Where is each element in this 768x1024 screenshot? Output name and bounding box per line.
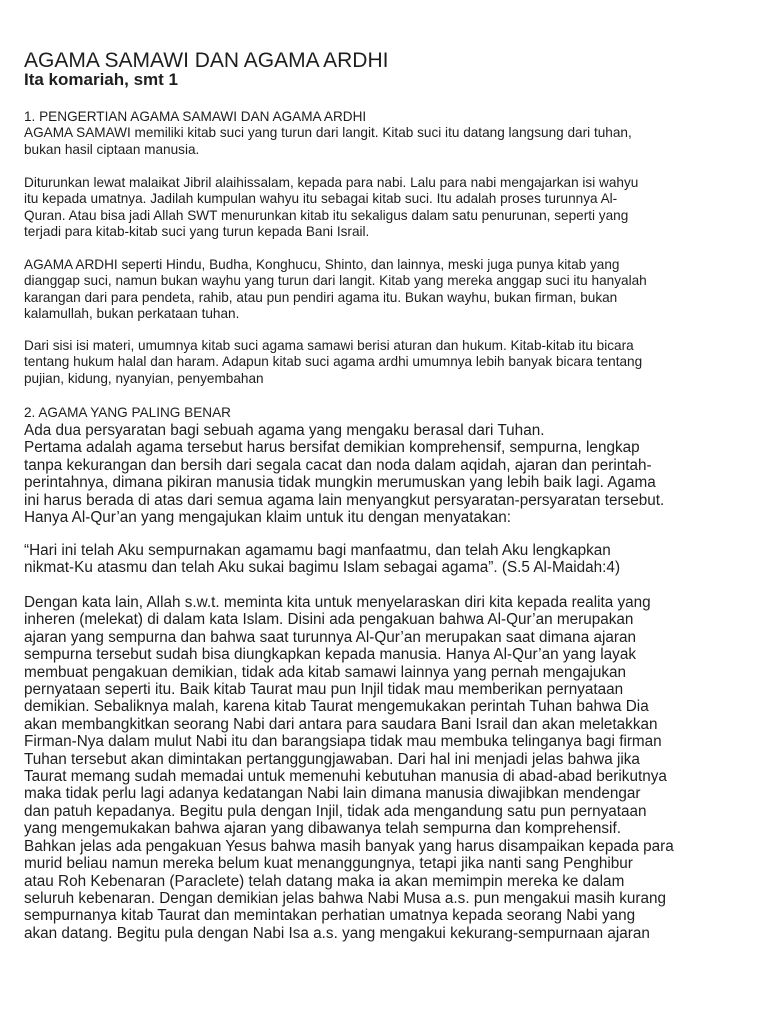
text-line: sempurnanya kitab Taurat dan memintakan perhatian umatnya kepada seorang Nabi yang — [24, 907, 636, 925]
text-line: Taurat memang sudah memadai untuk memenuhi kebutuhan manusia di abad-abad berikutnya — [24, 768, 667, 786]
text-line: inheren (melekat) di dalam kata Islam. Disini ada pengakuan bahwa Al-Qur’an merupakan — [24, 611, 634, 629]
paragraph — [24, 594, 674, 942]
text-line: nikmat-Ku atasmu dan telah Aku sukai bagimu Islam sebagai agama”. (S.5 Al-Maidah:4) — [24, 559, 621, 577]
text-line: “Hari ini telah Aku sempurnakan agamamu bagi manfaatmu, dan telah Aku lengkapkan — [24, 542, 611, 559]
text-line: 1. PENGERTIAN AGAMA SAMAWI DAN AGAMA ARDHI — [24, 109, 367, 124]
paragraph — [24, 542, 620, 577]
text-line: pernyataan seperti itu. Baik kitab Taurat mau pun Injil tidak mau memberikan pernyataan — [24, 681, 624, 699]
paragraph — [24, 109, 632, 158]
text-line: akan datang. Begitu pula dengan Nabi Isa a.s. yang mengakui kekurang-sempurnaan ajaran — [24, 924, 650, 942]
text-line: 2. AGAMA YANG PALING BENAR — [24, 405, 231, 420]
text-line: membuat pengakuan demikian, tidak ada kitab samawi lainnya yang pernah mengajukan — [24, 663, 627, 681]
text-line: AGAMA ARDHI seperti Hindu, Budha, Konghucu, Shinto, dan lainnya, meski juga punya kitab yang — [24, 257, 620, 272]
text-line: sempurna tersebut sudah bisa diungkapkan kepada manusia. Hanya Al-Qur’an yang layak — [24, 646, 636, 664]
text-line: Tuhan tersebut akan dimintakan pertanggungjawaban. Dari hal ini menjadi jelas bahwa jika — [24, 750, 640, 768]
text-line: Firman-Nya dalam mulut Nabi itu dan barangsiapa tidak mau membuka telinganya bagi firman — [24, 733, 662, 751]
text-line: demikian. Sebaliknya malah, karena kitab Taurat mengemukakan perintah Tuhan bahwa Dia — [24, 698, 649, 716]
text-line: pujian, kidung, nyanyian, penyembahan — [24, 370, 264, 386]
paragraph — [24, 175, 638, 240]
text-line: akan membangkitkan seorang Nabi dari antara para saudara Bani Israil dan akan meletakkan — [24, 715, 658, 733]
paragraph — [24, 257, 647, 322]
text-line: bukan hasil ciptaan manusia. — [24, 141, 200, 157]
text-line: perintahnya, dimana pikiran manusia tidak mungkin merumuskan yang lebih baik lagi. Agama — [24, 474, 656, 492]
document-title: AGAMA SAMAWI DAN AGAMA ARDHI — [24, 49, 389, 72]
text-line: maka tidak perlu lagi adanya kedatangan Nabi lain dimana manusia diwajibkan mendengar — [24, 785, 641, 803]
text-line: Quran. Atau bisa jadi Allah SWT menurunkan kitab itu sekaligus dalam satu penurunan, seperti yang — [24, 207, 629, 223]
text-line: Ada dua persyaratan bagi sebuah agama yang mengaku berasal dari Tuhan. — [24, 422, 545, 439]
document-author: Ita komariah, smt 1 — [24, 70, 179, 89]
paragraph — [24, 422, 664, 526]
text-line: AGAMA SAMAWI memiliki kitab suci yang turun dari langit. Kitab suci itu datang langsung dari tuhan, — [24, 125, 632, 141]
text-line: kalamullah, bukan perkataan tuhan. — [24, 305, 240, 321]
text-line: murid beliau namun mereka belum kuat menanggungnya, tetapi jika nanti sang Penghibur — [24, 855, 633, 873]
text-line: tentang hukum halal dan haram. Adapun kitab suci agama ardhi umumnya lebih banyak bicara tentang — [24, 354, 643, 370]
text-line: Pertama adalah agama tersebut harus bersifat demikian komprehensif, sempurna, lengkap — [24, 439, 640, 457]
text-line: tanpa kekurangan dan bersih dari segala cacat dan noda dalam aqidah, ajaran dan perintah- — [24, 456, 652, 474]
text-line: terjadi para kitab-kitab suci yang turun kepada Bani Israil. — [24, 223, 370, 239]
section-heading — [24, 405, 231, 421]
text-line: dianggap suci, namun bukan wayhu yang turun dari langit. Kitab yang mereka anggap suci itu hanyalah — [24, 273, 647, 289]
text-line: ini harus berada di atas dari semua agama lain menyangkut persyaratan-persyaratan tersebut. — [24, 491, 665, 509]
text-line: dan patuh kepadanya. Begitu pula dengan Injil, tidak ada mengandung satu pun pernyataan — [24, 802, 647, 820]
text-line: Dengan kata lain, Allah s.w.t. meminta kita untuk menyelaraskan diri kita kepada realita yang — [24, 594, 651, 611]
text-line: Diturunkan lewat malaikat Jibril alaihissalam, kepada para nabi. Lalu para nabi mengajarkan isi wahyu — [24, 175, 639, 190]
text-line: Hanya Al-Qur’an yang mengajukan klaim untuk itu dengan menyatakan: — [24, 509, 511, 527]
paragraph — [24, 338, 642, 387]
text-line: atau Roh Kebenaran (Paraclete) telah datang maka ia akan memimpin mereka ke dalam — [24, 872, 625, 890]
text-line: Dari sisi isi materi, umumnya kitab suci agama samawi berisi aturan dan hukum. Kitab-kitab itu bicara — [24, 338, 634, 353]
text-line: yang mengemukakan bahwa ajaran yang dibawanya telah sempurna dan komprehensif. — [24, 820, 621, 838]
text-line: Bahkan jelas ada pengakuan Yesus bahwa masih banyak yang harus disampaikan kepada para — [24, 837, 674, 855]
text-line: karangan dari para pendeta, rahib, atau pun pendiri agama itu. Bukan wayhu, bukan firman, bukan — [24, 289, 618, 305]
text-line: ajaran yang sempurna dan bahwa saat turunnya Al-Qur’an merupakan saat dimana ajaran — [24, 628, 636, 646]
text-line: itu kepada umatnya. Jadilah kumpulan wahyu itu sebagai kitab suci. Itu adalah proses turunnya Al- — [24, 191, 618, 207]
text-line: seluruh kebenaran. Dengan demikian jelas bahwa Nabi Musa a.s. pun mengakui masih kurang — [24, 889, 666, 907]
